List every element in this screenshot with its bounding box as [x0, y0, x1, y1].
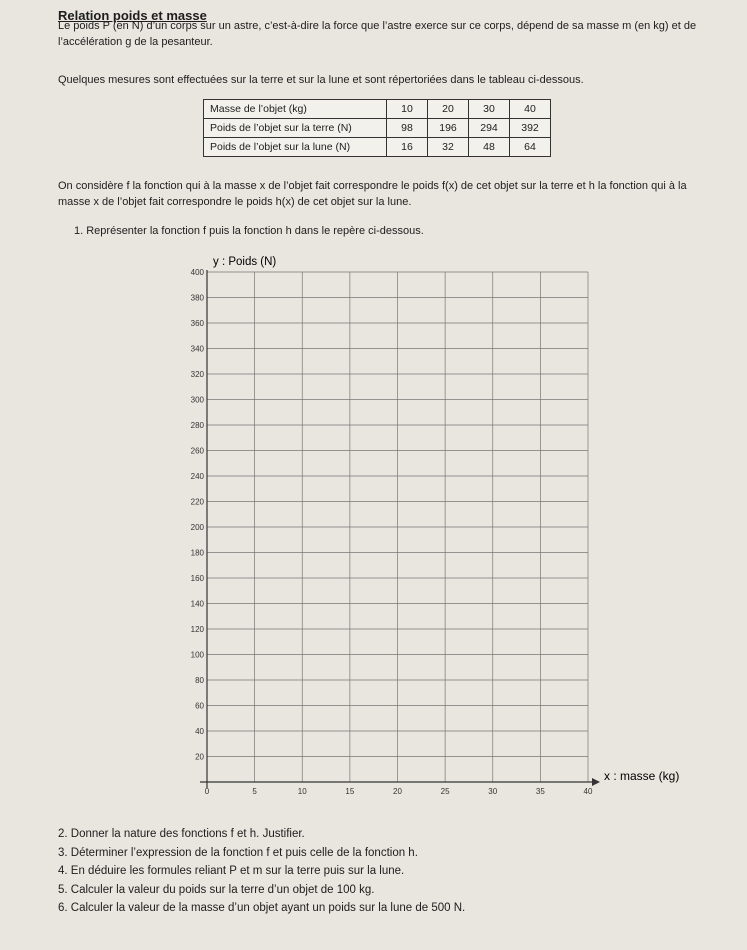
- table-cell: 64: [510, 138, 551, 157]
- y-tick-label: 300: [190, 395, 204, 405]
- x-tick-label: 25: [440, 787, 450, 796]
- exercise-title: Relation poids et masse: [58, 8, 207, 23]
- x-tick-label: 5: [252, 787, 257, 796]
- table-cell: 10: [387, 100, 428, 119]
- y-tick-label: 380: [190, 293, 204, 303]
- measurements-intro: Quelques mesures sont effectuées sur la terre et sur la lune et sont répertoriées dans le tableau ci-dessous.: [58, 74, 584, 86]
- question-6: 6. Calculer la valeur de la masse d’un objet ayant un poids sur la lune de 500 N.: [58, 902, 466, 914]
- x-axis-label: x : masse (kg): [604, 769, 680, 783]
- table-cell: 40: [510, 100, 551, 119]
- question-2: 2. Donner la nature des fonctions f et h. Justifier.: [58, 828, 305, 840]
- x-axis-arrow: [592, 778, 600, 786]
- table-cell: 20: [428, 100, 469, 119]
- question-5: 5. Calculer la valeur du poids sur la terre d’un objet de 100 kg.: [58, 883, 375, 896]
- table-cell: 16: [387, 138, 428, 157]
- y-tick-label: 20: [195, 752, 204, 762]
- y-tick-label: 240: [190, 472, 204, 481]
- table-cell: 48: [469, 138, 510, 157]
- question-3: 3. Déterminer l’expression de la fonction f et puis celle de la fonction h.: [58, 846, 418, 859]
- x-tick-label: 40: [583, 787, 593, 796]
- functions-definition: On considère f la fonction qui à la masse x de l’objet fait correspondre le poids f(x) de cet objet sur la terre et h la fonction qui à la masse x de l’objet fait correspondre le poids h(x) de cet objet sur la lune.: [58, 180, 687, 208]
- y-tick-label: 100: [190, 650, 204, 660]
- table-cell: 98: [387, 119, 428, 138]
- intro-paragraph: Le poids P (en N) d’un corps sur un astre, c’est-à-dire la force que l’astre exerce sur ce corps, dépend de sa masse m (en kg) et de l’accélération g de la pesanteur.: [58, 20, 697, 48]
- row-header-earth-weight: Poids de l’objet sur la terre (N): [204, 119, 387, 138]
- row-header-moon-weight: Poids de l’objet sur la lune (N): [204, 138, 387, 157]
- table-cell: 392: [510, 119, 551, 138]
- table-cell: 32: [428, 138, 469, 157]
- table-cell: 196: [428, 119, 469, 138]
- y-tick-label: 160: [190, 574, 204, 583]
- y-axis-ticks: [191, 268, 205, 762]
- question-list: [58, 825, 465, 918]
- y-tick-label: 40: [195, 727, 204, 736]
- question-1: 1. Représenter la fonction f puis la fonction h dans le repère ci-dessous.: [74, 225, 424, 237]
- table-cell: 30: [469, 100, 510, 119]
- y-tick-label: 260: [190, 446, 204, 456]
- y-tick-label: 120: [190, 625, 204, 634]
- y-tick-label: 360: [190, 319, 204, 328]
- x-tick-label: 0: [204, 787, 210, 796]
- y-tick-label: 280: [190, 421, 204, 430]
- y-tick-label: 200: [190, 523, 204, 532]
- x-tick-label: 30: [488, 787, 498, 796]
- x-tick-label: 35: [535, 787, 545, 796]
- table-cell: 294: [469, 119, 510, 138]
- x-axis-ticks: [205, 787, 593, 796]
- question-4: 4. En déduire les formules reliant P et m sur la terre puis sur la lune.: [58, 865, 405, 877]
- y-tick-label: 80: [195, 676, 204, 685]
- row-header-mass: Masse de l’objet (kg): [204, 100, 387, 119]
- x-tick-label: 20: [393, 787, 402, 796]
- y-axis-label: y : Poids (N): [213, 256, 277, 268]
- y-tick-label: 320: [190, 370, 204, 379]
- x-tick-label: 10: [297, 787, 307, 796]
- grid-lines: [207, 272, 588, 782]
- y-tick-label: 400: [190, 268, 204, 277]
- x-tick-label: 15: [345, 787, 355, 796]
- y-tick-label: 220: [190, 497, 204, 507]
- y-tick-label: 340: [190, 344, 204, 354]
- y-tick-label: 180: [190, 548, 204, 558]
- y-tick-label: 140: [190, 599, 204, 609]
- y-tick-label: 60: [195, 701, 204, 711]
